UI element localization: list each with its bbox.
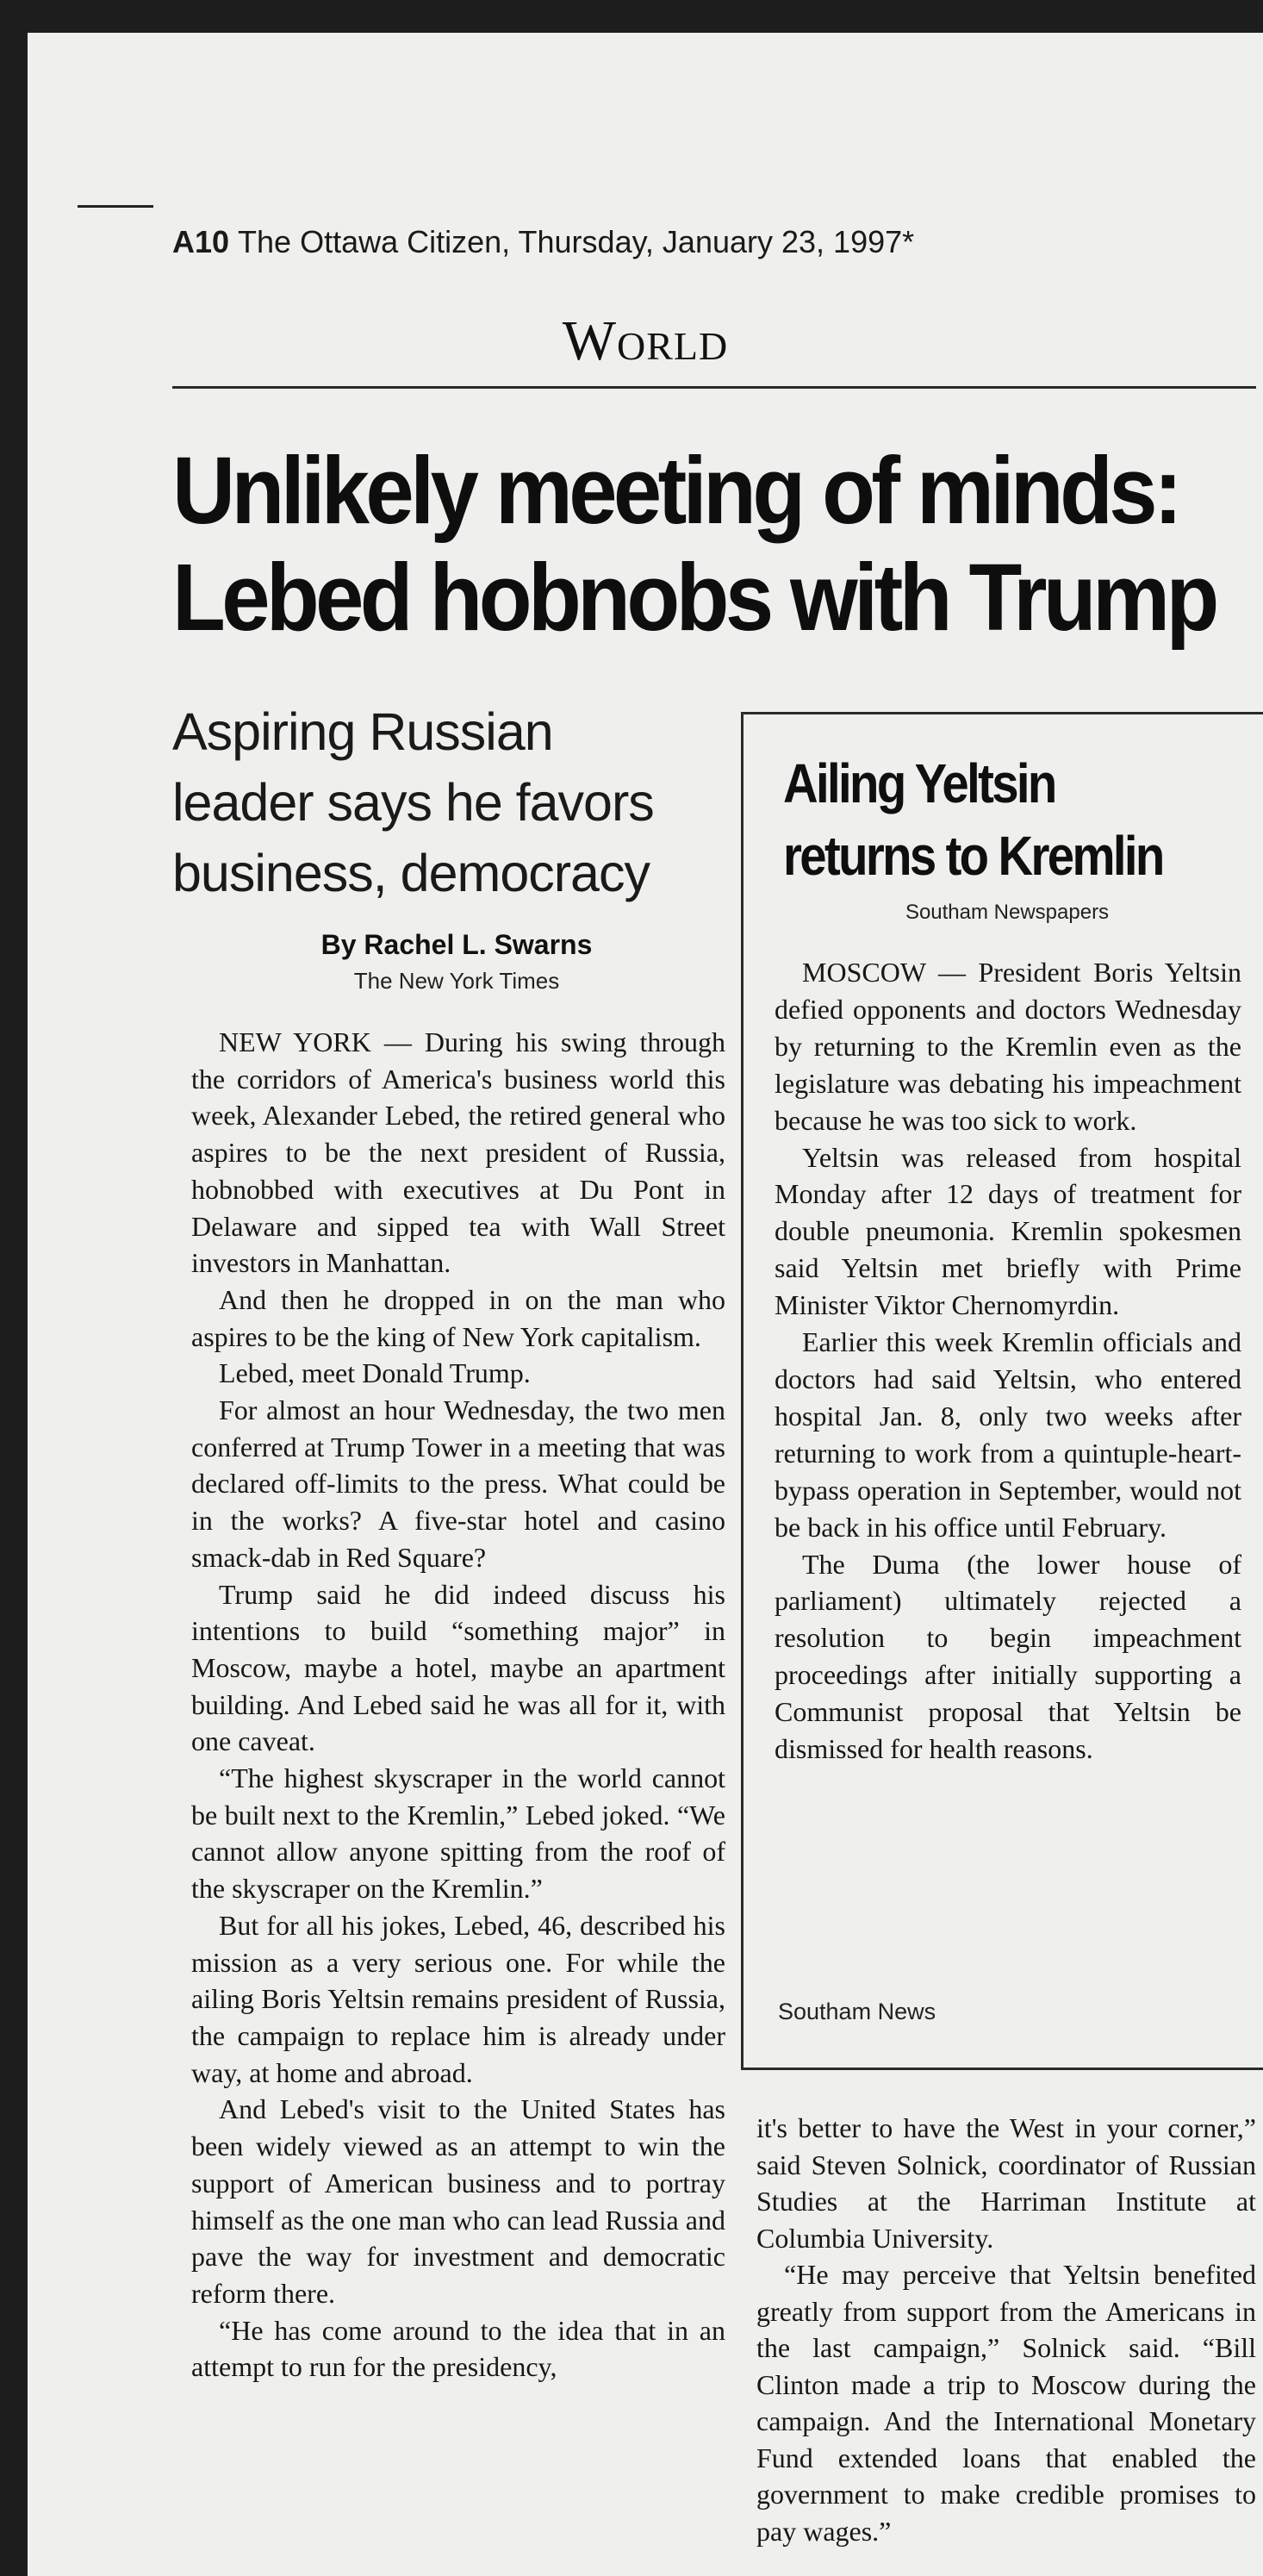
headline-line-1: Unlikely meeting of minds: bbox=[172, 438, 1179, 544]
main-headline bbox=[172, 438, 1216, 652]
main-story-column bbox=[191, 1024, 725, 2386]
margin-dash bbox=[78, 205, 153, 208]
story-paragraph: And Lebed's visit to the United States has been widely viewed as an attempt to win the support of American business and to portray himself as the one man who can lead Russia and pave the way for investment and democratic reform there. bbox=[191, 2093, 725, 2309]
deck-line-1: Aspiring Russian bbox=[172, 702, 553, 761]
sidebar-body bbox=[775, 954, 1241, 1768]
newspaper-page bbox=[28, 33, 1263, 2576]
sidebar-box bbox=[741, 712, 1263, 2070]
story-paragraph: Lebed, meet Donald Trump. bbox=[219, 1357, 531, 1389]
section-rule bbox=[172, 386, 1256, 389]
dateline: The Ottawa Citizen, Thursday, January 23, 1997* bbox=[238, 224, 915, 259]
story-paragraph: “He has come around to the idea that in an attempt to run for the presidency, bbox=[191, 2314, 725, 2383]
story-paragraph: it's better to have the West in your corner,” said Steven Solnick, coordinator of Russian Studies at the Harriman Institute at Columbia University. bbox=[756, 2112, 1256, 2254]
story-paragraph: But for all his jokes, Lebed, 46, described his mission as a very serious one. For while the ailing Boris Yeltsin remains president of Russia, the campaign to replace him is already under way, at home and abroad. bbox=[191, 1909, 725, 2088]
story-paragraph: And then he dropped in on the man who aspires to be the king of New York capitalism. bbox=[191, 1283, 725, 1352]
story-paragraph: NEW YORK — During his swing through the corridors of America's business world this week, Alexander Lebed, the retired general who aspires to be the next president of Russia, hobnobbed with executives at Du Pont in Delaware and sipped tea with Wall Street investors in Manhattan. bbox=[191, 1026, 725, 1279]
sidebar-headline-line-2: returns to Kremlin bbox=[783, 825, 1163, 887]
story-continuation-column bbox=[756, 2110, 1256, 2549]
byline-source: The New York Times bbox=[353, 968, 560, 994]
sidebar-paragraph: The Duma (the lower house of parliament) ultimately rejected a resolution to begin impeachment proceedings after initially supporting a Communist proposal that Yeltsin be dismissed for health reasons. bbox=[775, 1548, 1241, 1765]
page-number: A10 bbox=[172, 224, 230, 259]
story-paragraph: Trump said he did indeed discuss his intentions to build “something major” in Moscow, maybe a hotel, maybe an apartment building. And Lebed said he was all for it, with one caveat. bbox=[191, 1578, 725, 1757]
page-folio bbox=[172, 224, 914, 260]
sidebar-source: Southam Newspapers bbox=[905, 901, 1110, 924]
byline bbox=[172, 929, 741, 995]
sidebar-paragraph: Earlier this week Kremlin officials and doctors had said Yeltsin, who entered hospital Jan. 8, only two weeks after returning to work from a quintuple-heart-bypass operation in September, would not be back in his office until February. bbox=[775, 1326, 1241, 1543]
deck-line-3: business, democracy bbox=[172, 844, 650, 902]
deck-line-2: leader says he favors bbox=[172, 773, 654, 832]
byline-author: By Rachel L. Swarns bbox=[320, 929, 593, 960]
sidebar-headline-line-1: Ailing Yeltsin bbox=[783, 752, 1055, 814]
story-paragraph: “The highest skyscraper in the world cannot be built next to the Kremlin,” Lebed joked. “We cannot allow anyone spitting from the roof of the skyscraper on the Kremlin.” bbox=[191, 1762, 725, 1905]
sidebar-paragraph: MOSCOW — President Boris Yeltsin defied opponents and doctors Wednesday by returning to the Kremlin even as the legislature was debating his impeachment because he was too sick to work. bbox=[775, 957, 1241, 1136]
sidebar-credit: Southam News bbox=[778, 1999, 936, 2024]
deck bbox=[172, 696, 741, 908]
headline-line-2: Lebed hobnobs with Trump bbox=[172, 545, 1216, 651]
story-paragraph: “He may perceive that Yeltsin benefited greatly from support from the Americans in the last campaign,” Solnick said. “Bill Clinton made a trip to Moscow during the campaign. And the International Monetary Fund extended loans that enabled the government to make credible promises to pay wages.” bbox=[756, 2259, 1256, 2547]
section-title: World bbox=[562, 309, 729, 372]
sidebar-headline bbox=[783, 747, 1178, 892]
sidebar-paragraph: Yeltsin was released from hospital Monday after 12 days of treatment for double pneumonia. Kremlin spokesmen said Yeltsin met briefly with Prime Minister Viktor Chernomyrdin. bbox=[775, 1141, 1241, 1321]
story-paragraph: For almost an hour Wednesday, the two men conferred at Trump Tower in a meeting that was declared off-limits to the press. What could be in the works? A five-star hotel and casino smack-dab in Red Square? bbox=[191, 1394, 725, 1573]
